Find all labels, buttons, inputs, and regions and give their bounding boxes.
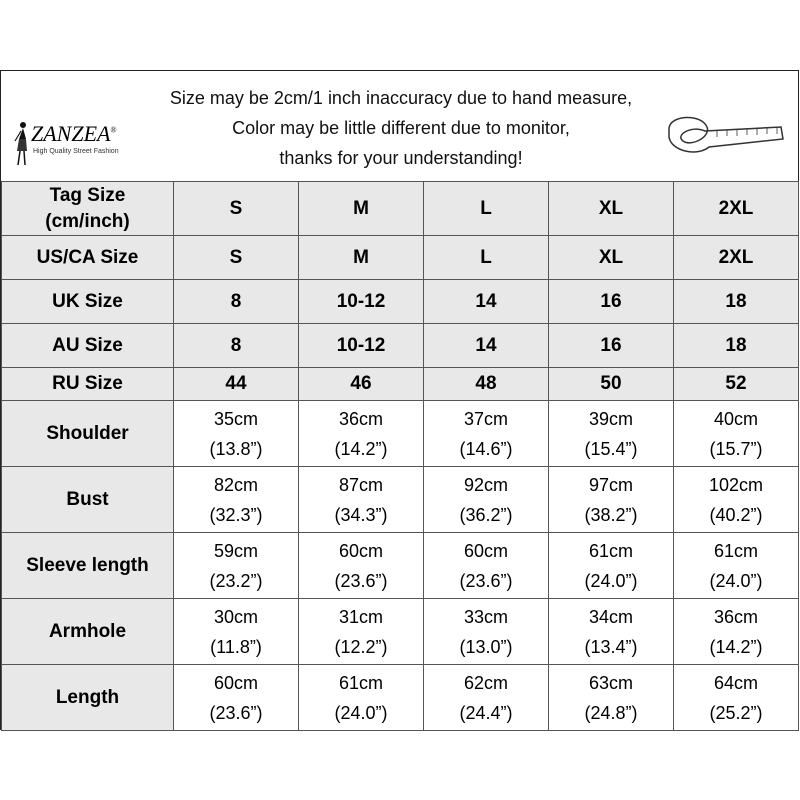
- table-cell: 35cm (13.8”): [174, 401, 299, 467]
- table-cell: 102cm (40.2”): [674, 467, 799, 533]
- table-cell: 36cm (14.2”): [299, 401, 424, 467]
- table-cell: 18: [674, 280, 799, 324]
- table-cell: 60cm (23.6”): [299, 533, 424, 599]
- table-cell: 39cm (15.4”): [549, 401, 674, 467]
- table-cell: 50: [549, 368, 674, 401]
- table-cell: L: [424, 236, 549, 280]
- table-cell: 60cm (23.6”): [174, 665, 299, 731]
- table-cell: 62cm (24.4”): [424, 665, 549, 731]
- table-cell: 16: [549, 280, 674, 324]
- row-label-tag-size: Tag Size (cm/inch): [2, 182, 174, 236]
- table-cell: 31cm (12.2”): [299, 599, 424, 665]
- table-cell: L: [424, 182, 549, 236]
- table-cell: 61cm (24.0”): [674, 533, 799, 599]
- table-row: [2, 324, 799, 368]
- table-cell: 36cm (14.2”): [674, 599, 799, 665]
- table-cell: 30cm (11.8”): [174, 599, 299, 665]
- brand-tagline: High Quality Street Fashion: [33, 148, 119, 155]
- table-cell: 61cm (24.0”): [549, 533, 674, 599]
- row-label-sleeve-length: Sleeve length: [2, 533, 174, 599]
- table-cell: 44: [174, 368, 299, 401]
- table-cell: XL: [549, 182, 674, 236]
- table-row: [2, 533, 799, 599]
- notice-line: Size may be 2cm/1 inch inaccuracy due to hand measure,: [169, 88, 633, 108]
- table-cell: 61cm (24.0”): [299, 665, 424, 731]
- table-cell: 37cm (14.6”): [424, 401, 549, 467]
- table-cell: 18: [674, 324, 799, 368]
- table-cell: 82cm (32.3”): [174, 467, 299, 533]
- table-row: [2, 236, 799, 280]
- table-cell: 2XL: [674, 236, 799, 280]
- table-cell: 97cm (38.2”): [549, 467, 674, 533]
- table-cell: 87cm (34.3”): [299, 467, 424, 533]
- row-label-bust: Bust: [2, 467, 174, 533]
- row-label-length: Length: [2, 665, 174, 731]
- table-cell: 64cm (25.2”): [674, 665, 799, 731]
- table-cell: 48: [424, 368, 549, 401]
- table-cell: 63cm (24.8”): [549, 665, 674, 731]
- model-figure-icon: [13, 121, 31, 167]
- measuring-tape-icon: [661, 107, 791, 167]
- table-cell: M: [299, 182, 424, 236]
- row-label-shoulder: Shoulder: [2, 401, 174, 467]
- table-cell: 8: [174, 324, 299, 368]
- row-label-au-size: AU Size: [2, 324, 174, 368]
- chart-header: [1, 71, 798, 182]
- size-chart: [0, 70, 799, 730]
- table-cell: M: [299, 236, 424, 280]
- notice-line: Color may be little different due to monitor,: [232, 118, 570, 138]
- table-cell: 10-12: [299, 324, 424, 368]
- table-cell: 2XL: [674, 182, 799, 236]
- table-cell: 16: [549, 324, 674, 368]
- table-cell: 8: [174, 280, 299, 324]
- table-cell: 40cm (15.7”): [674, 401, 799, 467]
- size-table: [1, 181, 799, 731]
- table-cell: 10-12: [299, 280, 424, 324]
- size-notice: [121, 83, 681, 173]
- row-label-us-ca-size: US/CA Size: [2, 236, 174, 280]
- brand-name: ZANZEA®: [31, 121, 117, 146]
- table-row: [2, 599, 799, 665]
- table-cell: XL: [549, 236, 674, 280]
- table-row: [2, 182, 799, 236]
- table-cell: 46: [299, 368, 424, 401]
- table-cell: 33cm (13.0”): [424, 599, 549, 665]
- table-row: [2, 467, 799, 533]
- row-label-armhole: Armhole: [2, 599, 174, 665]
- table-cell: S: [174, 236, 299, 280]
- table-row: [2, 280, 799, 324]
- table-cell: 34cm (13.4”): [549, 599, 674, 665]
- row-label-uk-size: UK Size: [2, 280, 174, 324]
- table-cell: S: [174, 182, 299, 236]
- row-label-ru-size: RU Size: [2, 368, 174, 401]
- table-cell: 14: [424, 280, 549, 324]
- table-row: [2, 665, 799, 731]
- table-cell: 14: [424, 324, 549, 368]
- table-row: [2, 368, 799, 401]
- table-cell: 60cm (23.6”): [424, 533, 549, 599]
- table-cell: 59cm (23.2”): [174, 533, 299, 599]
- table-cell: 92cm (36.2”): [424, 467, 549, 533]
- table-cell: 52: [674, 368, 799, 401]
- notice-line: thanks for your understanding!: [279, 148, 523, 168]
- table-row: [2, 401, 799, 467]
